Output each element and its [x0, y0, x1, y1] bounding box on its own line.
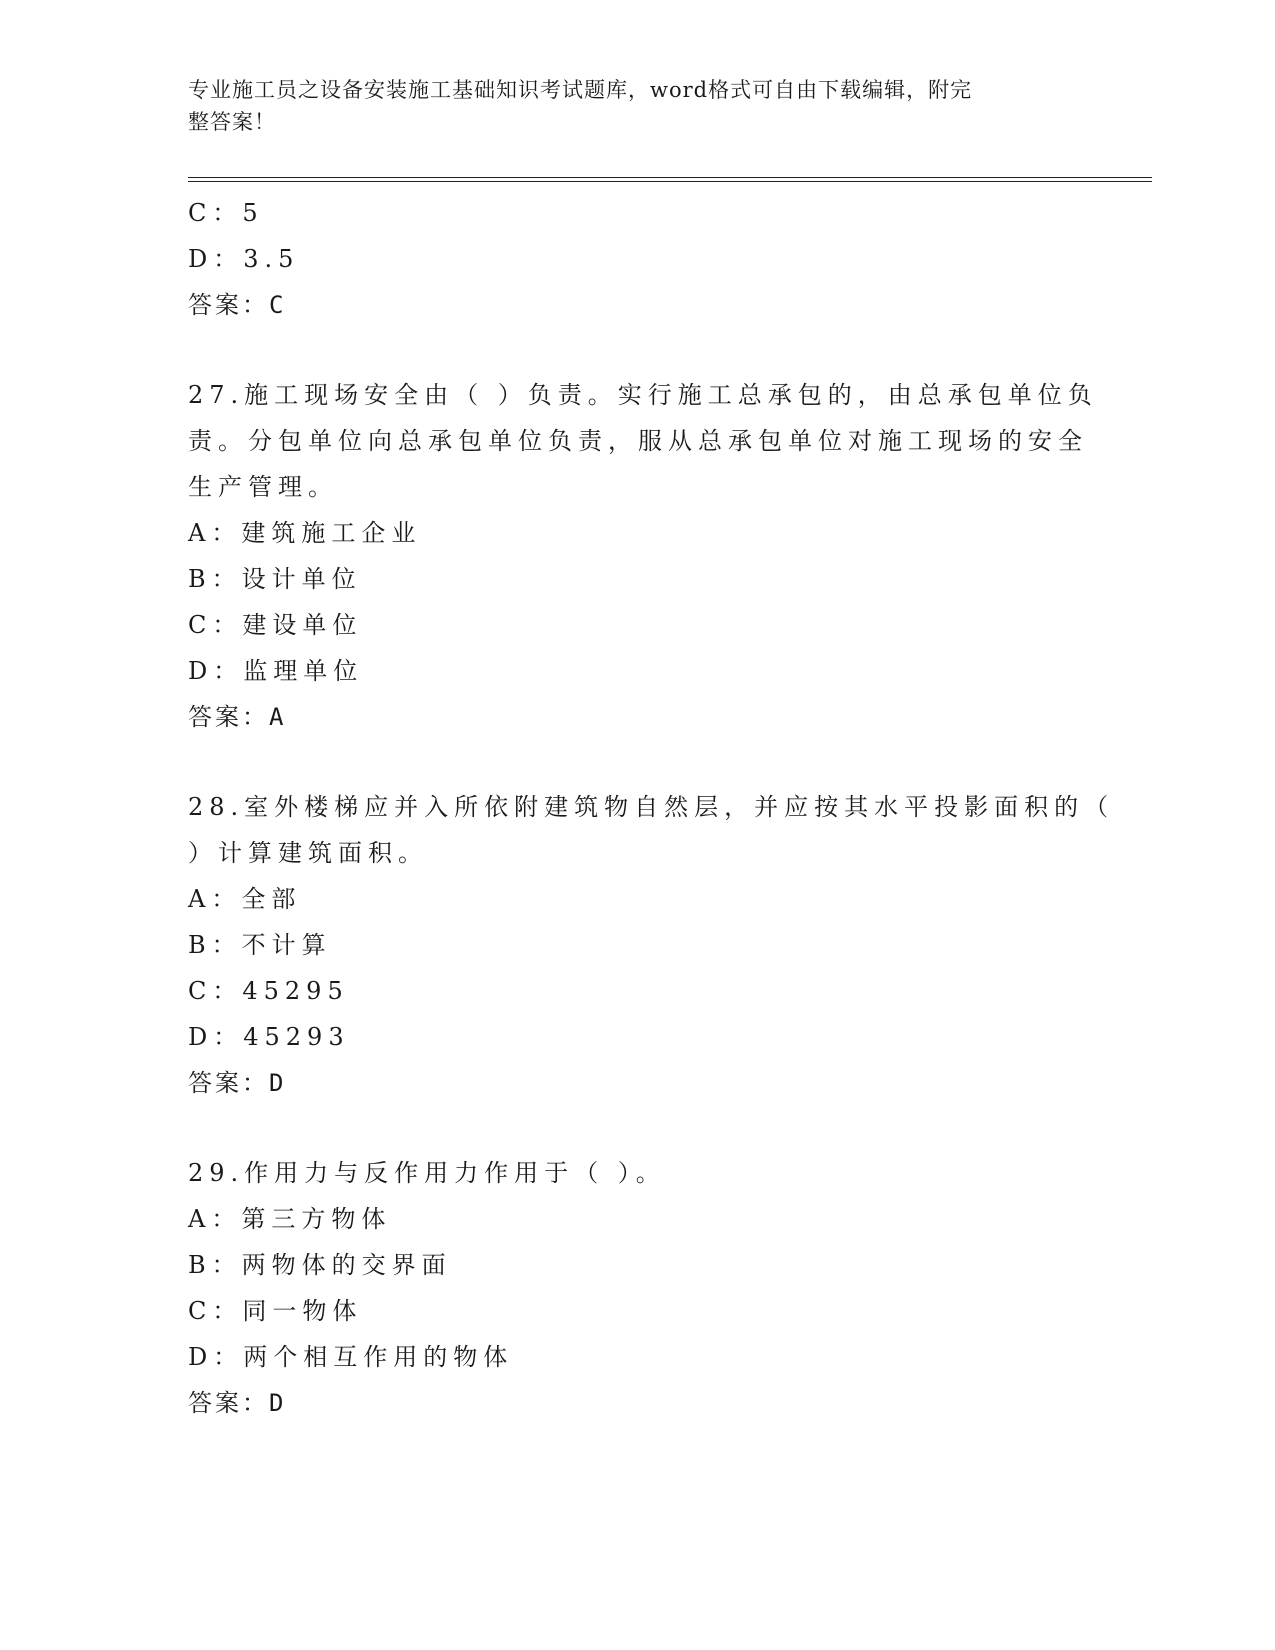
spacer: [188, 1106, 1068, 1150]
question-block: [188, 784, 1115, 1106]
option-c: C：5: [188, 199, 264, 227]
header-rule-bottom: [188, 181, 1152, 182]
option-d: D：监理单位: [188, 657, 364, 685]
answer-line: 答案：D: [188, 1069, 287, 1097]
option-b: B：两物体的交界面: [188, 1251, 452, 1279]
option-a: A：全部: [188, 885, 302, 913]
spacer: [188, 328, 1068, 372]
header-title-line-2: 整答案！: [188, 110, 276, 134]
option-d: D：3.5: [188, 245, 300, 273]
header-rule-top: [188, 177, 1152, 178]
header-title-line-1: 专业施工员之设备安装施工基础知识考试题库，word格式可自由下载编辑，附完: [188, 78, 973, 102]
question-block: [188, 1150, 1068, 1426]
answer-line: 答案：D: [188, 1389, 287, 1417]
option-a: A：建筑施工企业: [188, 519, 422, 547]
option-d: D：45293: [188, 1023, 350, 1051]
option-b: B：设计单位: [188, 565, 362, 593]
question-text: ）计算建筑面积。: [188, 839, 428, 867]
question-text: 责。分包单位向总承包单位负责，服从总承包单位对施工现场的安全: [188, 427, 1088, 455]
question-text: 生产管理。: [188, 473, 338, 501]
question-block: [188, 190, 1068, 328]
option-b: B：不计算: [188, 931, 332, 959]
option-c: C：45295: [188, 977, 349, 1005]
option-c: C：建设单位: [188, 611, 363, 639]
option-c: C：同一物体: [188, 1297, 363, 1325]
document-header: [188, 74, 1088, 138]
spacer: [188, 740, 1068, 784]
option-d: D：两个相互作用的物体: [188, 1343, 514, 1371]
question-text: 29.作用力与反作用力作用于（ ）。: [188, 1159, 666, 1187]
question-text: 28.室外楼梯应并入所依附建筑物自然层，并应按其水平投影面积的（: [188, 793, 1115, 821]
option-a: A：第三方物体: [188, 1205, 392, 1233]
question-text: 27.施工现场安全由（ ）负责。实行施工总承包的，由总承包单位负: [188, 381, 1098, 409]
answer-line: 答案：C: [188, 291, 287, 319]
question-list: [188, 190, 1115, 1426]
answer-line: 答案：A: [188, 703, 287, 731]
question-block: [188, 372, 1098, 740]
